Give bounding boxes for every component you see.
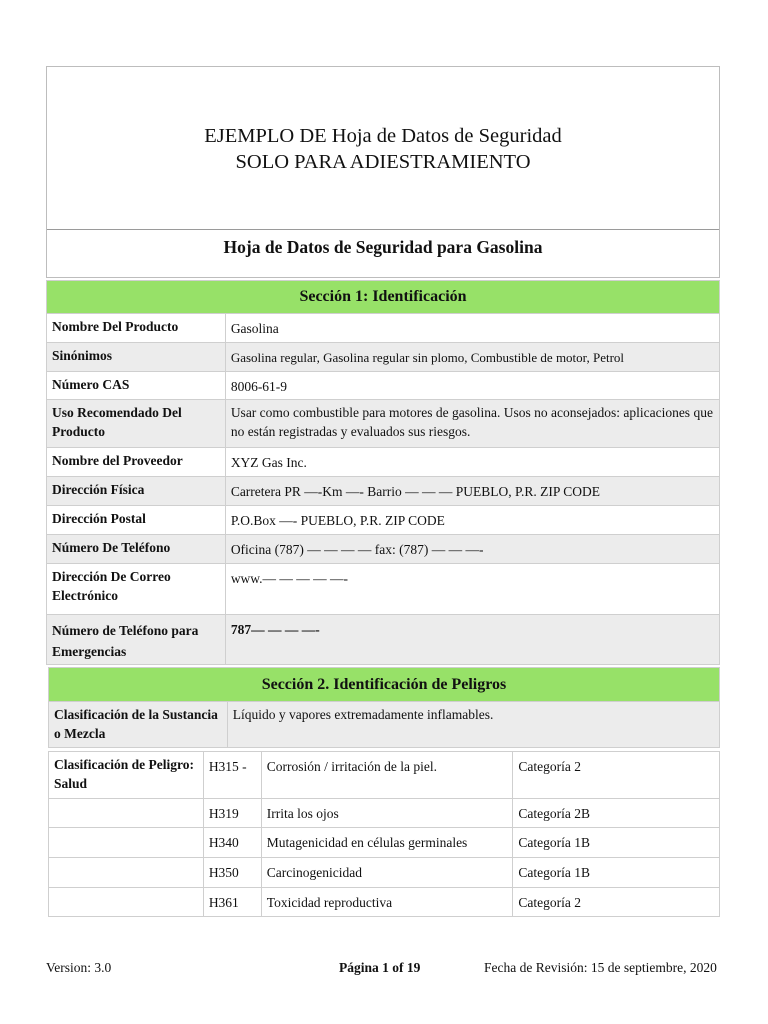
- row-value: P.O.Box —- PUEBLO, P.R. ZIP CODE: [225, 506, 719, 535]
- hazard-code: H350: [203, 858, 261, 888]
- footer-revision-date: Fecha de Revisión: 15 de septiembre, 2020: [484, 960, 717, 975]
- row-label: Dirección Física: [47, 477, 226, 506]
- hazard-description: Corrosión / irritación de la piel.: [261, 752, 513, 799]
- hazard-description: Carcinogenicidad: [261, 858, 513, 888]
- table-row: [47, 564, 720, 615]
- table-row: [49, 888, 720, 917]
- table-row: [47, 314, 720, 343]
- row-value: Oficina (787) — — — — fax: (787) — — —-: [225, 535, 719, 564]
- hazard-description: Toxicidad reproductiva: [261, 888, 513, 917]
- empty-cell: [49, 799, 204, 828]
- row-label: Número de Teléfono para Emergencias: [47, 615, 226, 665]
- footer-page-number: Página 1 of 19: [339, 960, 421, 975]
- row-value: Usar como combustible para motores de gasolina. Usos no aconsejados: aplicaciones que no están registradas y evaluados sus riesgos.: [225, 400, 719, 448]
- hazard-code: H340: [203, 828, 261, 858]
- hazard-category: Categoría 2: [513, 888, 720, 917]
- row-value: 787— — — —-: [225, 615, 719, 665]
- empty-cell: [49, 888, 204, 917]
- row-label: Sinónimos: [47, 343, 226, 372]
- hazard-description: Mutagenicidad en células germinales: [261, 828, 513, 858]
- title-line-2: SOLO PARA ADIESTRAMIENTO: [235, 151, 531, 173]
- table-row: [49, 752, 720, 799]
- row-value: Gasolina regular, Gasolina regular sin plomo, Combustible de motor, Petrol: [225, 343, 719, 372]
- hazard-code: H319: [203, 799, 261, 828]
- hazard-code: H361: [203, 888, 261, 917]
- empty-cell: [49, 828, 204, 858]
- table-row: [49, 828, 720, 858]
- hazard-category: Categoría 1B: [513, 828, 720, 858]
- footer-version: Version: 3.0: [46, 960, 112, 975]
- row-value: Gasolina: [225, 314, 719, 343]
- row-label: Número De Teléfono: [47, 535, 226, 564]
- row-value: XYZ Gas Inc.: [225, 448, 719, 477]
- document-title: [47, 123, 719, 175]
- row-label: Uso Recomendado Del Producto: [47, 400, 226, 448]
- table-row: [47, 506, 720, 535]
- health-hazards-table: [48, 751, 720, 917]
- table-row: [47, 615, 720, 665]
- row-label: Clasificación de la Sustancia o Mezcla: [49, 702, 228, 748]
- section1-table: [46, 280, 720, 665]
- document-subtitle: Hoja de Datos de Seguridad para Gasolina: [47, 229, 719, 279]
- table-row: [49, 858, 720, 888]
- row-value: 8006-61-9: [225, 372, 719, 400]
- health-classification-label: Clasificación de Peligro: Salud: [49, 752, 204, 799]
- row-value: Carretera PR —-Km —- Barrio — — — PUEBLO, P.R. ZIP CODE: [225, 477, 719, 506]
- section2-title: Sección 2. Identificación de Peligros: [49, 668, 720, 702]
- hazard-code: H315 -: [203, 752, 261, 799]
- table-row: [47, 448, 720, 477]
- document-header: [46, 66, 720, 278]
- table-row: [47, 477, 720, 506]
- table-row: [47, 343, 720, 372]
- row-label: Dirección De Correo Electrónico: [47, 564, 226, 615]
- table-row: [49, 702, 720, 748]
- row-label: Nombre del Proveedor: [47, 448, 226, 477]
- title-line-1: EJEMPLO DE Hoja de Datos de Seguridad: [204, 125, 562, 147]
- row-label: Número CAS: [47, 372, 226, 400]
- hazard-description: Irrita los ojos: [261, 799, 513, 828]
- row-label: Dirección Postal: [47, 506, 226, 535]
- table-row: [47, 535, 720, 564]
- hazard-category: Categoría 2: [513, 752, 720, 799]
- empty-cell: [49, 858, 204, 888]
- table-row: [47, 372, 720, 400]
- row-value: Líquido y vapores extremadamente inflamables.: [227, 702, 719, 748]
- section2-table: [48, 667, 720, 748]
- row-label: Nombre Del Producto: [47, 314, 226, 343]
- hazard-category: Categoría 2B: [513, 799, 720, 828]
- section1-title: Sección 1: Identificación: [47, 281, 720, 314]
- table-row: [49, 799, 720, 828]
- table-row: [47, 400, 720, 448]
- row-value: www.— — — — —-: [225, 564, 719, 615]
- hazard-category: Categoría 1B: [513, 858, 720, 888]
